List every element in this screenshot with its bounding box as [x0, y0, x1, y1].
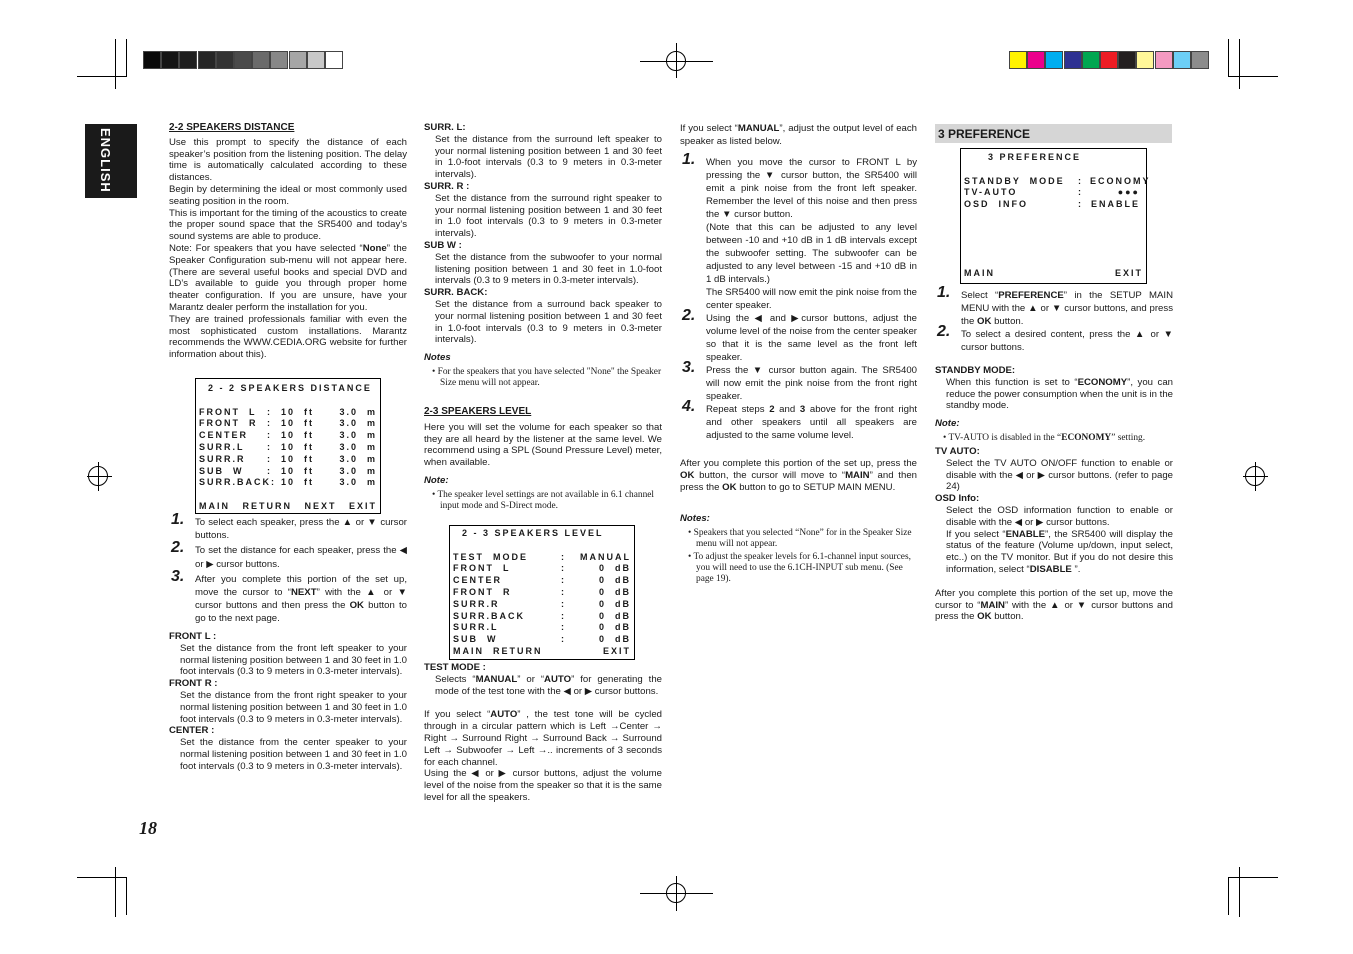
osd-cell: FRONT L [199, 406, 257, 417]
osd-row [453, 611, 631, 623]
section-title: 3 PREFERENCE [938, 127, 1031, 141]
paragraph: Here you will set the volume for each speaker so that they are all heard by the listener at the same level. We recommend using a SPL (Sound Pressure Level) meter, when available. [424, 421, 662, 469]
osd-cell: : [267, 406, 272, 417]
paragraph: If you select “MANUAL”, adjust the output level of each speaker as listed below. [680, 123, 917, 147]
osd-footer-exit: EXIT [1114, 268, 1143, 279]
osd-cell: : [267, 441, 272, 452]
osd-cell: 10 ft [281, 477, 315, 488]
osd-preference [960, 148, 1151, 284]
term-label: CENTER : [169, 725, 215, 737]
color-swatch [1027, 51, 1045, 69]
osd-row [453, 563, 631, 575]
section-title-bar [935, 124, 1172, 143]
osd-cell: 0 dB [598, 586, 631, 597]
osd-row [199, 430, 377, 442]
osd-row [453, 575, 631, 587]
osd-row [199, 454, 377, 466]
osd-cell: SURR.BACK [453, 610, 525, 621]
osd-title: 2 - 3 SPEAKERS LEVEL [462, 528, 604, 538]
page-number: 18 [139, 818, 157, 838]
column-3 [680, 122, 917, 442]
paragraph: Begin by determining the ideal or most commonly used seating position in the room. [169, 183, 407, 207]
osd-cell: MANUAL [580, 551, 631, 562]
osd-footer-return: RETURN [242, 500, 292, 511]
osd-row [199, 418, 377, 430]
language-tab-label: ENGLISH [98, 128, 113, 193]
osd-cell: FRONT R [453, 586, 512, 597]
osd-cell: : [561, 634, 566, 645]
notes-title: Notes [424, 352, 451, 364]
osd-cell: : [1078, 187, 1083, 198]
column-4-lower [935, 365, 1173, 623]
gray-swatch [179, 51, 197, 69]
osd-cell: 3.0 m [339, 453, 377, 464]
color-swatch [1100, 51, 1118, 69]
term-label: FRONT R : [169, 678, 218, 690]
color-swatch [1064, 51, 1082, 69]
osd-cell: : [267, 430, 272, 441]
step-4: 4. Repeat steps 2 and 3 above for the front right and other speakers until all speakers are adjusted to the same volume level. [682, 398, 918, 441]
note-item: • To adjust the speaker levels for 6.1-channel input sources, you will need to use the 6.1CH-INPUT sub menu. (See page 19). [688, 552, 911, 585]
osd-cell: SUB W [453, 634, 498, 645]
note-item: • The speaker level settings are not available in 6.1 channel input mode and S-Direct mode. [432, 489, 655, 511]
osd-cell: 10 ft [281, 406, 315, 417]
paragraph: This is important for the timing of the acoustics to create the proper sound space that the SR5400 and today’s sound systems are able to produce. [169, 207, 407, 243]
osd-cell: : [1078, 175, 1083, 186]
gray-swatch [198, 51, 216, 69]
osd-cell: STANDBY MODE [964, 175, 1065, 186]
osd-cell: 0 dB [598, 598, 631, 609]
osd-cell: 10 ft [281, 430, 315, 441]
column-2-lower [424, 662, 662, 804]
step-2: 2. Using the ◀ and ▶cursor buttons, adjust the volume level of the noise from the center speaker so that it is the same level as the front left speaker. [682, 307, 917, 363]
osd-title: 2 - 2 SPEAKERS DISTANCE [208, 383, 372, 393]
osd-cell: SURR.BACK: [199, 477, 276, 488]
osd-cell: ENABLE [1090, 199, 1140, 210]
term-text: Set the distance from a surround back speaker to your normal listening position between 1 and 30 feet in 1.0-foot intervals (0.3 to 9 meters in 0.3-meter intervals). [435, 298, 662, 346]
note-item: • Speakers that you selected “None” for in the Speaker Size menu will not appear. [688, 528, 912, 550]
osd-footer-main: MAIN [199, 500, 230, 511]
term-label: SURR. R : [424, 180, 470, 192]
step-2: 2. To set the distance for each speaker, press the ◀ or ▶ cursor buttons. [171, 539, 407, 570]
osd-title: 3 PREFERENCE [988, 152, 1082, 162]
term-text: Set the distance from the subwoofer to your normal listening position between 1 and 30 feet in 1.0-foot intervals (0.3 to 9 meters in 0.3-meter intervals). [435, 251, 662, 287]
osd-cell: 10 ft [281, 441, 315, 452]
osd-row [964, 175, 1151, 188]
note-title: Note: [424, 474, 449, 486]
osd-speakers-level [449, 525, 635, 660]
term-label: FRONT L : [169, 631, 217, 642]
term-label: STANDBY MODE: [935, 365, 1016, 376]
gray-swatch [143, 51, 161, 69]
step-1: 1. Select “PREFERENCE” in the SETUP MAIN MENU with the ▲ or ▼ cursor buttons, and press the OK button. [937, 284, 1173, 327]
osd-cell: FRONT R [199, 418, 258, 429]
step-2: 2. To select a desired content, press the ▲ or ▼ cursor buttons. [937, 323, 1173, 353]
osd-row [964, 187, 1143, 199]
color-swatch [1155, 51, 1173, 69]
color-swatch [1173, 51, 1191, 69]
step-1-result: The SR5400 will now emit the pink noise from the center speaker. [706, 287, 917, 311]
osd-cell: : [561, 563, 566, 574]
paragraph: Using the ◀ or ▶ cursor buttons, adjust the volume level of the noise from the speaker so that it is the same level for all the speakers. [424, 768, 662, 803]
osd-cell: 3.0 m [339, 406, 377, 417]
osd-row [199, 407, 377, 419]
osd-cell: TV-AUTO [964, 187, 1018, 198]
section-heading: 2-3 SPEAKERS LEVEL [424, 405, 532, 417]
language-tab [85, 124, 137, 198]
gray-swatch [161, 51, 179, 69]
term-label: SUB W : [424, 239, 462, 251]
osd-cell: 3.0 m [339, 477, 377, 488]
osd-cell: 10 ft [281, 453, 315, 464]
osd-cell: : [561, 575, 566, 586]
osd-cell [267, 477, 281, 489]
step-1: 1. When you move the cursor to FRONT L by pressing the ▼ cursor button, the SR5400 will emit a pink noise from the front left speaker. Remember the level of this noise and then press the ▼ cursor button. [682, 151, 917, 220]
osd-cell: SUB W [199, 465, 244, 476]
osd-cell: 0 dB [598, 634, 631, 645]
term-label: TEST MODE : [424, 662, 486, 673]
osd-speakers-distance [195, 378, 381, 514]
osd-cell: SURR.R [453, 598, 500, 609]
term-label: TV AUTO: [935, 445, 980, 457]
osd-cell: 10 ft [281, 465, 315, 476]
osd-cell: : [561, 551, 566, 562]
term-text: Select the TV AUTO ON/OFF function to enable or disable with the ◀ or ▶ cursor buttons. (refer to page 24) [946, 457, 1173, 493]
gray-swatch [325, 51, 343, 69]
column-1-steps [169, 511, 407, 626]
paragraph: Use this prompt to specify the distance of each speaker’s position from the listening position. The delay time is automatically calculated according to these distances. [169, 136, 407, 184]
osd-cell: FRONT L [453, 563, 511, 574]
osd-cell: 0 dB [598, 563, 631, 574]
osd-row [453, 552, 631, 564]
step-1-note: (Note that this can be adjusted to any level between -10 and +10 dB in 1 dB intervals except the subwoofer setting. The subwoofer can be adjusted to any level between -15 and +10 dB in 1 dB intervals.) [706, 222, 917, 285]
osd-cell: 10 ft [281, 418, 315, 429]
color-swatch [1082, 51, 1100, 69]
osd-cell: OSD INFO [964, 199, 1029, 210]
note-item: • For the speakers that you have selected "None" the Speaker Size menu will not appear. [432, 366, 662, 388]
paragraph: After you complete this portion of the set up, press the OK button, the cursor will move to “MAIN” and then press the OK button to go to SETUP MAIN MENU. [680, 458, 917, 493]
osd-cell: 3.0 m [339, 418, 377, 429]
paragraph: Note: For speakers that you have selected “None” the Speaker Configuration sub-menu will not appear here. (There are several useful books and special DVD and LD’s available to guide you through proper home theater configuration. If you are unsure, have your Marantz dealer perform the installation for you. [169, 242, 408, 313]
term-text: When this function is set to “ECONOMY”, you can reduce the power consumption when the unit is in the standby mode. [946, 376, 1173, 412]
term-text: Set the distance from the surround left speaker to your normal listening position between 1 and 30 feet in 1.0-foot intervals (0.3 to 9 meters in 0.3-meter intervals). [435, 133, 662, 181]
osd-cell: TEST MODE [453, 551, 529, 562]
step-1: 1. To select each speaker, press the ▲ or ▼ cursor buttons. [171, 511, 407, 542]
note-title: Note: [935, 418, 960, 430]
note-item: • TV-AUTO is disabled in the “ECONOMY” setting. [943, 432, 1146, 443]
paragraph: They are trained professionals familiar with even the most sophisticated custom installations. Marantz recommends the WWW.CEDIA.ORG website for further information about this). [169, 313, 407, 361]
osd-cell: : [561, 598, 566, 609]
osd-row [453, 587, 631, 599]
term-label: SURR. L: [424, 122, 466, 133]
osd-footer-return: RETURN [493, 645, 543, 656]
column-2 [424, 122, 662, 514]
osd-row [199, 477, 377, 489]
osd-cell: : [267, 465, 272, 476]
column-1-terms [169, 631, 407, 773]
column-3-lower [680, 458, 917, 587]
gray-swatch [289, 51, 307, 69]
paragraph: After you complete this portion of the set up, move the cursor to “MAIN” with the ▲ or ▼ cursor buttons and press the OK button. [935, 587, 1173, 623]
gray-swatch [252, 51, 270, 69]
osd-footer-main: MAIN [453, 645, 484, 656]
osd-row [453, 622, 631, 634]
section-heading: 2-2 SPEAKERS DISTANCE [169, 122, 295, 133]
osd-row [453, 599, 631, 611]
color-swatch [1191, 51, 1209, 69]
osd-footer-exit: EXIT [348, 500, 377, 511]
osd-cell: 0 dB [598, 622, 631, 633]
gray-swatch [216, 51, 234, 69]
osd-cell: : [561, 610, 566, 621]
color-swatch [1009, 51, 1027, 69]
notes-title: Notes: [680, 513, 710, 525]
term-text: If you select “ENABLE”, the SR5400 will display the status of the feature (Volume up/down, input select, etc..) on the TV monitor. But if you do not desire this information, select “DISABLE ”. [946, 528, 1173, 575]
osd-cell: 3.0 m [339, 430, 377, 441]
term-text: Select the OSD information function to enable or disable with the ◀ or ▶ cursor buttons. [946, 504, 1173, 528]
osd-cell: : [561, 622, 566, 633]
term-text: Set the distance from the surround right speaker to your normal listening position between 1 and 30 feet in 1.0 foot intervals (0.3 to 9 meters in 0.3-meter intervals). [435, 192, 662, 240]
paragraph: If you select “AUTO” , the test tone will be cycled through in a circular pattern which is Left →Center → Right → Surround Right → Surround Back → Surround Left → Subwoofer → Left →.. increments of 3 seconds for each channel. [424, 709, 662, 768]
term-text: Selects “MANUAL” or “AUTO” for generating the mode of the test tone with the ◀ or ▶ cursor buttons. [435, 673, 662, 697]
osd-footer-main: MAIN [964, 268, 995, 279]
term-text: Set the distance from the front right speaker to your normal listening position between 1 and 30 feet in 1.0 foot intervals (0.3 to 9 meters in 0.3-meter intervals). [180, 689, 407, 725]
osd-cell: 3.0 m [339, 441, 377, 452]
osd-cell: CENTER [453, 575, 503, 586]
term-text: Set the distance from the front left speaker to your normal listening position between 1 and 30 feet in 1.0 foot intervals (0.3 to 9 meters in 0.3-meter intervals). [180, 642, 407, 678]
osd-cell: 0 dB [598, 575, 631, 586]
osd-row [199, 466, 377, 478]
osd-cell: : [267, 453, 272, 464]
osd-row [964, 199, 1143, 211]
osd-cell: ECONOMY [1090, 175, 1151, 186]
osd-cell: 3.0 m [339, 465, 377, 476]
color-swatch [1045, 51, 1063, 69]
column-1 [169, 122, 407, 361]
osd-cell: : [267, 418, 272, 429]
term-label: OSD Info: [935, 493, 980, 505]
osd-cell: 0 dB [598, 610, 631, 621]
step-3: 3. Press the ▼ cursor button again. The SR5400 will now emit the pink noise from the front right speaker. [682, 359, 917, 402]
osd-cell: SURR.L [199, 441, 245, 452]
column-4 [935, 284, 1173, 354]
osd-cell: : [561, 586, 566, 597]
osd-row [453, 634, 631, 646]
osd-footer-next: NEXT [304, 500, 337, 511]
gray-swatch [234, 51, 252, 69]
gray-swatch [307, 51, 325, 69]
gray-swatch [270, 51, 288, 69]
step-3: 3. After you complete this portion of the set up, move the cursor to “NEXT” with the ▲ or ▼ cursor buttons and then press the OK button to go to the next page. [171, 567, 407, 625]
color-swatch [1118, 51, 1136, 69]
osd-cell: : [1078, 199, 1083, 210]
term-text: Set the distance from the center speaker to your normal listening position between 1 and 30 feet in 1.0 foot intervals (0.3 to 9 meters in 0.3-meter intervals). [180, 737, 407, 772]
osd-footer-exit: EXIT [602, 645, 631, 656]
color-swatch [1136, 51, 1154, 69]
osd-cell: SURR.R [199, 453, 246, 464]
osd-cell: ●●● [1117, 187, 1140, 198]
term-label: SURR. BACK: [424, 287, 488, 299]
osd-row [199, 442, 377, 454]
osd-cell: CENTER [199, 430, 249, 441]
osd-cell: SURR.L [453, 622, 499, 633]
